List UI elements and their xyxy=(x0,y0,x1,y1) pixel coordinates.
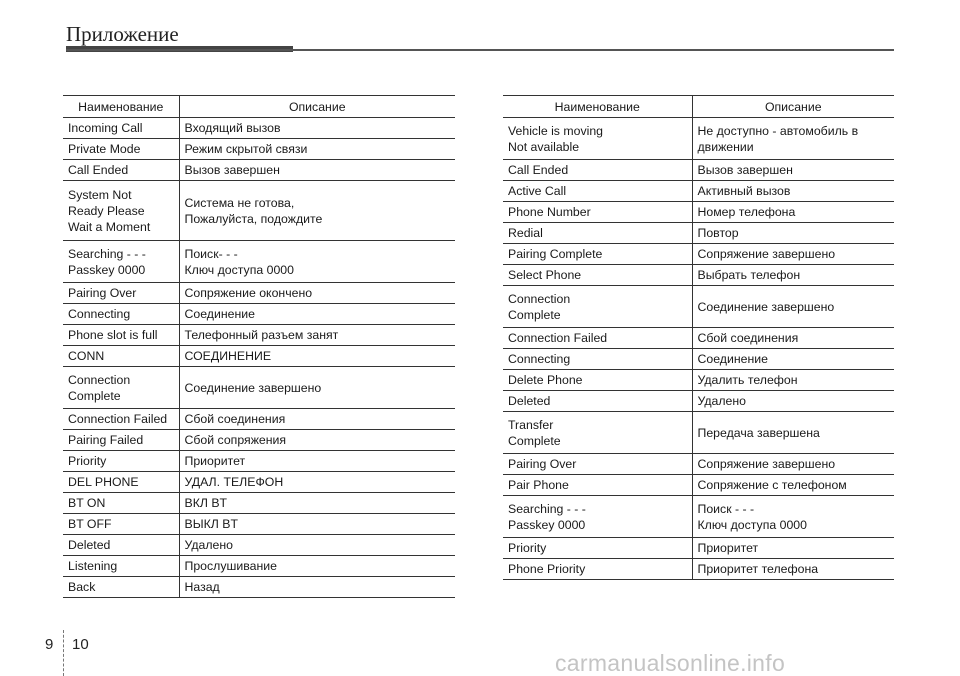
table-row xyxy=(503,412,894,454)
cell-term: Searching - - - Passkey 0000 xyxy=(503,496,692,538)
table-row xyxy=(503,160,894,181)
cell-term: Pairing Over xyxy=(503,454,692,475)
cell-translation: Соединение xyxy=(179,304,455,325)
cell-term: DEL PHONE xyxy=(63,472,179,493)
table-row xyxy=(63,283,455,304)
table-row xyxy=(503,391,894,412)
table-row xyxy=(63,367,455,409)
table-row xyxy=(503,370,894,391)
cell-term: Call Ended xyxy=(63,160,179,181)
section-number: 9 xyxy=(45,636,54,653)
cell-term: Phone slot is full xyxy=(63,325,179,346)
table-row xyxy=(63,451,455,472)
table-row xyxy=(503,244,894,265)
cell-term: Pairing Complete xyxy=(503,244,692,265)
table-row xyxy=(63,556,455,577)
cell-term: Connecting xyxy=(503,349,692,370)
cell-term: CONN xyxy=(63,346,179,367)
cell-term: Delete Phone xyxy=(503,370,692,391)
cell-term: Connection Complete xyxy=(503,286,692,328)
cell-term: Connection Failed xyxy=(503,328,692,349)
cell-term: Priority xyxy=(503,538,692,559)
glossary-table-right xyxy=(503,95,894,580)
cell-translation: Приоритет xyxy=(692,538,894,559)
table-row xyxy=(503,349,894,370)
cell-translation: Приоритет xyxy=(179,451,455,472)
cell-translation: ВЫКЛ BT xyxy=(179,514,455,535)
table-row xyxy=(503,538,894,559)
cell-translation: Соединение xyxy=(692,349,894,370)
cell-translation: Сбой соединения xyxy=(692,328,894,349)
cell-translation: Режим скрытой связи xyxy=(179,139,455,160)
table-row xyxy=(63,181,455,241)
table-row xyxy=(503,496,894,538)
cell-translation: Телефонный разъем занят xyxy=(179,325,455,346)
table-row xyxy=(63,118,455,139)
column-header-description: Описание xyxy=(179,96,455,118)
table-row xyxy=(63,325,455,346)
table-row xyxy=(63,139,455,160)
cell-term: Phone Priority xyxy=(503,559,692,580)
cell-term: Phone Number xyxy=(503,202,692,223)
cell-term: Private Mode xyxy=(63,139,179,160)
cell-term: Call Ended xyxy=(503,160,692,181)
table-row xyxy=(503,286,894,328)
cell-term: Listening xyxy=(63,556,179,577)
cell-term: Searching - - - Passkey 0000 xyxy=(63,241,179,283)
cell-translation: Активный вызов xyxy=(692,181,894,202)
cell-translation: Сбой соединения xyxy=(179,409,455,430)
table-row xyxy=(63,514,455,535)
table-row xyxy=(63,430,455,451)
cell-term: Back xyxy=(63,577,179,598)
table-row xyxy=(503,475,894,496)
cell-term: BT ON xyxy=(63,493,179,514)
cell-translation: Номер телефона xyxy=(692,202,894,223)
cell-translation: Поиск- - - Ключ доступа 0000 xyxy=(179,241,455,283)
cell-term: Pairing Over xyxy=(63,283,179,304)
table-row xyxy=(63,409,455,430)
table-row xyxy=(503,328,894,349)
cell-translation: Назад xyxy=(179,577,455,598)
cell-term: Incoming Call xyxy=(63,118,179,139)
table-row xyxy=(63,304,455,325)
table-row xyxy=(63,241,455,283)
cell-translation: Приоритет телефона xyxy=(692,559,894,580)
table-row xyxy=(503,181,894,202)
cell-translation: Система не готова, Пожалуйста, подождите xyxy=(179,181,455,241)
table-row xyxy=(63,160,455,181)
table-row xyxy=(63,346,455,367)
column-header-description: Описание xyxy=(692,96,894,118)
cell-translation: Входящий вызов xyxy=(179,118,455,139)
cell-translation: Соединение завершено xyxy=(179,367,455,409)
glossary-table-left xyxy=(63,95,455,598)
column-header-name: Наименование xyxy=(503,96,692,118)
cell-translation: Сопряжение завершено xyxy=(692,244,894,265)
cell-term: Select Phone xyxy=(503,265,692,286)
cell-term: BT OFF xyxy=(63,514,179,535)
cell-term: Transfer Complete xyxy=(503,412,692,454)
table-row xyxy=(503,202,894,223)
cell-translation: Удалено xyxy=(692,391,894,412)
cell-translation: Удалено xyxy=(179,535,455,556)
table-row xyxy=(503,559,894,580)
cell-term: Vehicle is moving Not available xyxy=(503,118,692,160)
table-row xyxy=(503,265,894,286)
cell-translation: Вызов завершен xyxy=(692,160,894,181)
cell-term: Redial xyxy=(503,223,692,244)
cell-translation: Соединение завершено xyxy=(692,286,894,328)
table-row xyxy=(63,577,455,598)
table-header-row xyxy=(63,96,455,118)
cell-term: Deleted xyxy=(63,535,179,556)
cell-translation: Вызов завершен xyxy=(179,160,455,181)
table-row xyxy=(503,118,894,160)
table-row xyxy=(503,454,894,475)
column-header-name: Наименование xyxy=(63,96,179,118)
header-rule xyxy=(66,49,894,51)
table-header-row xyxy=(503,96,894,118)
cell-translation: Сбой сопряжения xyxy=(179,430,455,451)
watermark: carmanualsonline.info xyxy=(555,650,786,676)
page-number: 10 xyxy=(72,636,89,653)
cell-term: Connection Complete xyxy=(63,367,179,409)
cell-translation: Сопряжение завершено xyxy=(692,454,894,475)
table-row xyxy=(63,535,455,556)
cell-translation: Повтор xyxy=(692,223,894,244)
cell-translation: Поиск - - - Ключ доступа 0000 xyxy=(692,496,894,538)
cell-translation: Выбрать телефон xyxy=(692,265,894,286)
cell-translation: Передача завершена xyxy=(692,412,894,454)
table-row xyxy=(63,472,455,493)
cell-term: System Not Ready Please Wait a Moment xyxy=(63,181,179,241)
cell-term: Active Call xyxy=(503,181,692,202)
cell-translation: Удалить телефон xyxy=(692,370,894,391)
cell-term: Connection Failed xyxy=(63,409,179,430)
cell-translation: СОЕДИНЕНИЕ xyxy=(179,346,455,367)
cell-translation: УДАЛ. ТЕЛЕФОН xyxy=(179,472,455,493)
cell-term: Deleted xyxy=(503,391,692,412)
cell-translation: Не доступно - автомобиль в движении xyxy=(692,118,894,160)
cell-translation: Сопряжение окончено xyxy=(179,283,455,304)
cell-term: Priority xyxy=(63,451,179,472)
cell-term: Connecting xyxy=(63,304,179,325)
cell-translation: ВКЛ BT xyxy=(179,493,455,514)
cell-term: Pairing Failed xyxy=(63,430,179,451)
table-row xyxy=(503,223,894,244)
table-row xyxy=(63,493,455,514)
cell-translation: Сопряжение с телефоном xyxy=(692,475,894,496)
page-title: Приложение xyxy=(66,22,179,46)
cell-translation: Прослушивание xyxy=(179,556,455,577)
footer-divider xyxy=(63,630,64,676)
cell-term: Pair Phone xyxy=(503,475,692,496)
